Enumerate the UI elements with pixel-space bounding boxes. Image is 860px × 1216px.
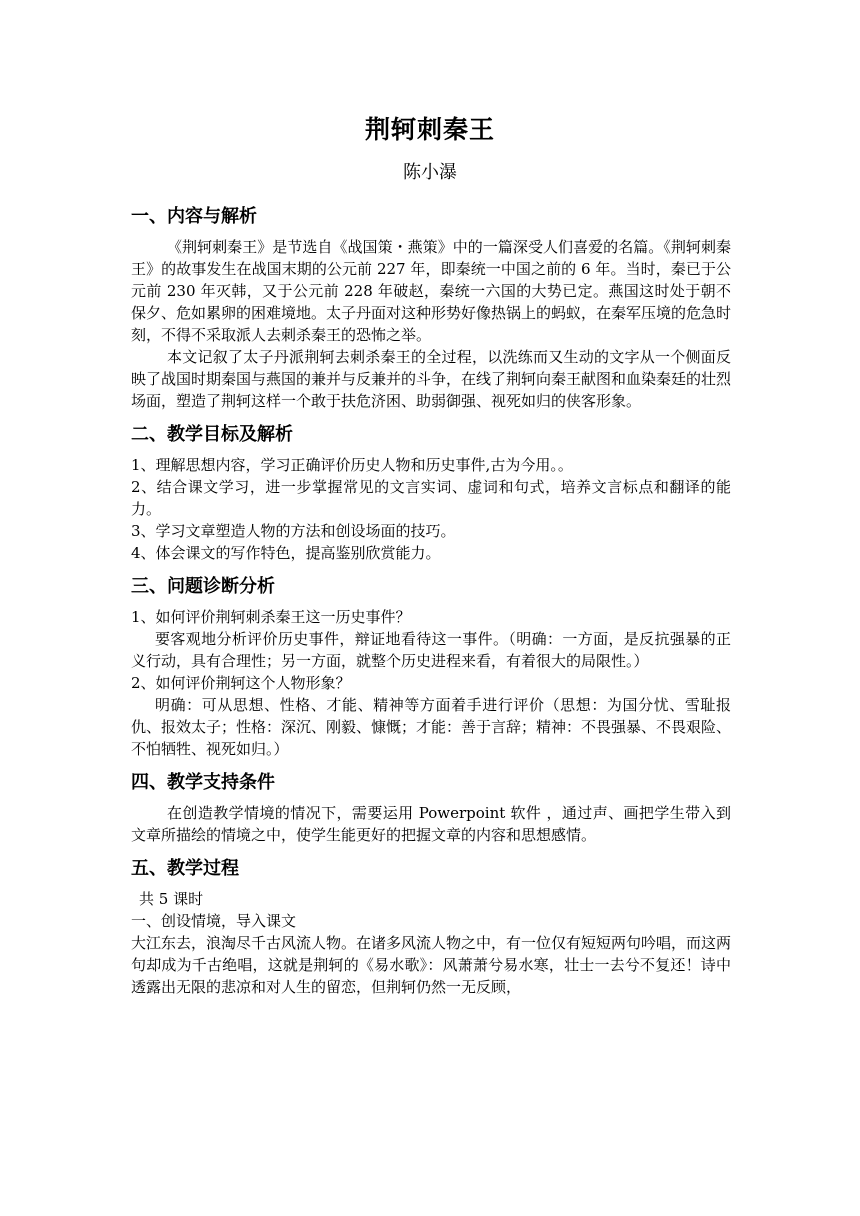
question-2: 2、如何评价荆轲这个人物形象？ bbox=[131, 674, 351, 692]
objectives-list bbox=[131, 454, 731, 564]
objective-item: 1、理解思想内容，学习正确评价历史人物和历史事件,古为今用。。 bbox=[131, 456, 573, 474]
section-5-paragraph: 大江东去，浪淘尽千古风流人物。在诸多风流人物之中，有一位仅有短短两句吟唱，而这两句却成为千古绝唱，这就是荆轲的《易水歌》：风萧萧兮易水寒，壮士一去兮不复还！诗中透露出无限的悲凉和对人生的留恋，但荆轲仍然一无反顾， bbox=[131, 934, 732, 996]
answer-2: 明确：可从思想、性格、才能、精神等方面着手进行评价（思想：为国分忧、雪耻报仇、报效太子；性格：深沉、刚毅、慷慨；才能：善于言辞；精神：不畏强暴、不畏艰险、不怕牺牲、视死如归。） bbox=[131, 696, 732, 758]
section-2-heading: 二、教学目标及解析 bbox=[131, 424, 293, 445]
section-4-paragraph: 在创造教学情境的情况下，需要运用 Powerpoint 软件 ，通过声、画把学生带入到文章所描绘的情境之中，使学生能更好的把握文章的内容和思想感情。 bbox=[131, 804, 731, 844]
objective-item: 2、结合课文学习，进一步掌握常见的文言实词、虚词和句式，培养文言标点和翻译的能力。 bbox=[131, 478, 731, 518]
teaching-step-1: 一、创设情境，导入课文 bbox=[131, 912, 297, 930]
question-1: 1、如何评价荆轲刺杀秦王这一历史事件？ bbox=[131, 608, 411, 626]
section-1-paragraph-2: 本文记叙了太子丹派荆轲去刺杀秦王的全过程，以洗练而又生动的文字从一个侧面反映了战国时期秦国与燕国的兼并与反兼并的斗争，在线了荆轲向秦王献图和血染秦廷的壮烈场面，塑造了荆轲这样一个敢于扶危济困、助弱御强、视死如归的侠客形象。 bbox=[131, 348, 732, 410]
section-4-heading: 四、教学支持条件 bbox=[131, 772, 275, 793]
section-1-heading: 一、内容与解析 bbox=[131, 206, 257, 227]
section-5-heading: 五、教学过程 bbox=[131, 858, 239, 879]
document-body bbox=[131, 204, 731, 998]
section-3-heading: 三、问题诊断分析 bbox=[131, 576, 275, 597]
section-1-paragraph-1: 《荆轲刺秦王》是节选自《战国策・燕策》中的一篇深受人们喜爱的名篇。《荆轲刺秦王》的故事发生在战国末期的公元前 227 年，即秦统一中国之前的 6 年。当时，秦已于公元前 230 年灭韩，又于公元前 228 年破赵，秦统一六国的大势已定。燕国这时处于朝不保夕、危如累卵的困难境地。太子丹面对这种形势好像热锅上的蚂蚁，在秦军压境的危急时刻，不得不采取派人去刺杀秦王的恐怖之举。 bbox=[131, 238, 732, 344]
document-author: 陈小瀑 bbox=[403, 162, 457, 183]
lesson-hours: 共 5 课时 bbox=[139, 890, 204, 908]
answer-1: 要客观地分析评价历史事件，辩证地看待这一事件。（明确：一方面，是反抗强暴的正义行动，具有合理性；另一方面，就整个历史进程来看，有着很大的局限性。） bbox=[131, 630, 731, 670]
objective-item: 3、学习文章塑造人物的方法和创设场面的技巧。 bbox=[131, 522, 456, 540]
document-title: 荆轲刺秦王 bbox=[364, 115, 495, 144]
objective-item: 4、体会课文的写作特色，提高鉴别欣赏能力。 bbox=[131, 544, 441, 562]
